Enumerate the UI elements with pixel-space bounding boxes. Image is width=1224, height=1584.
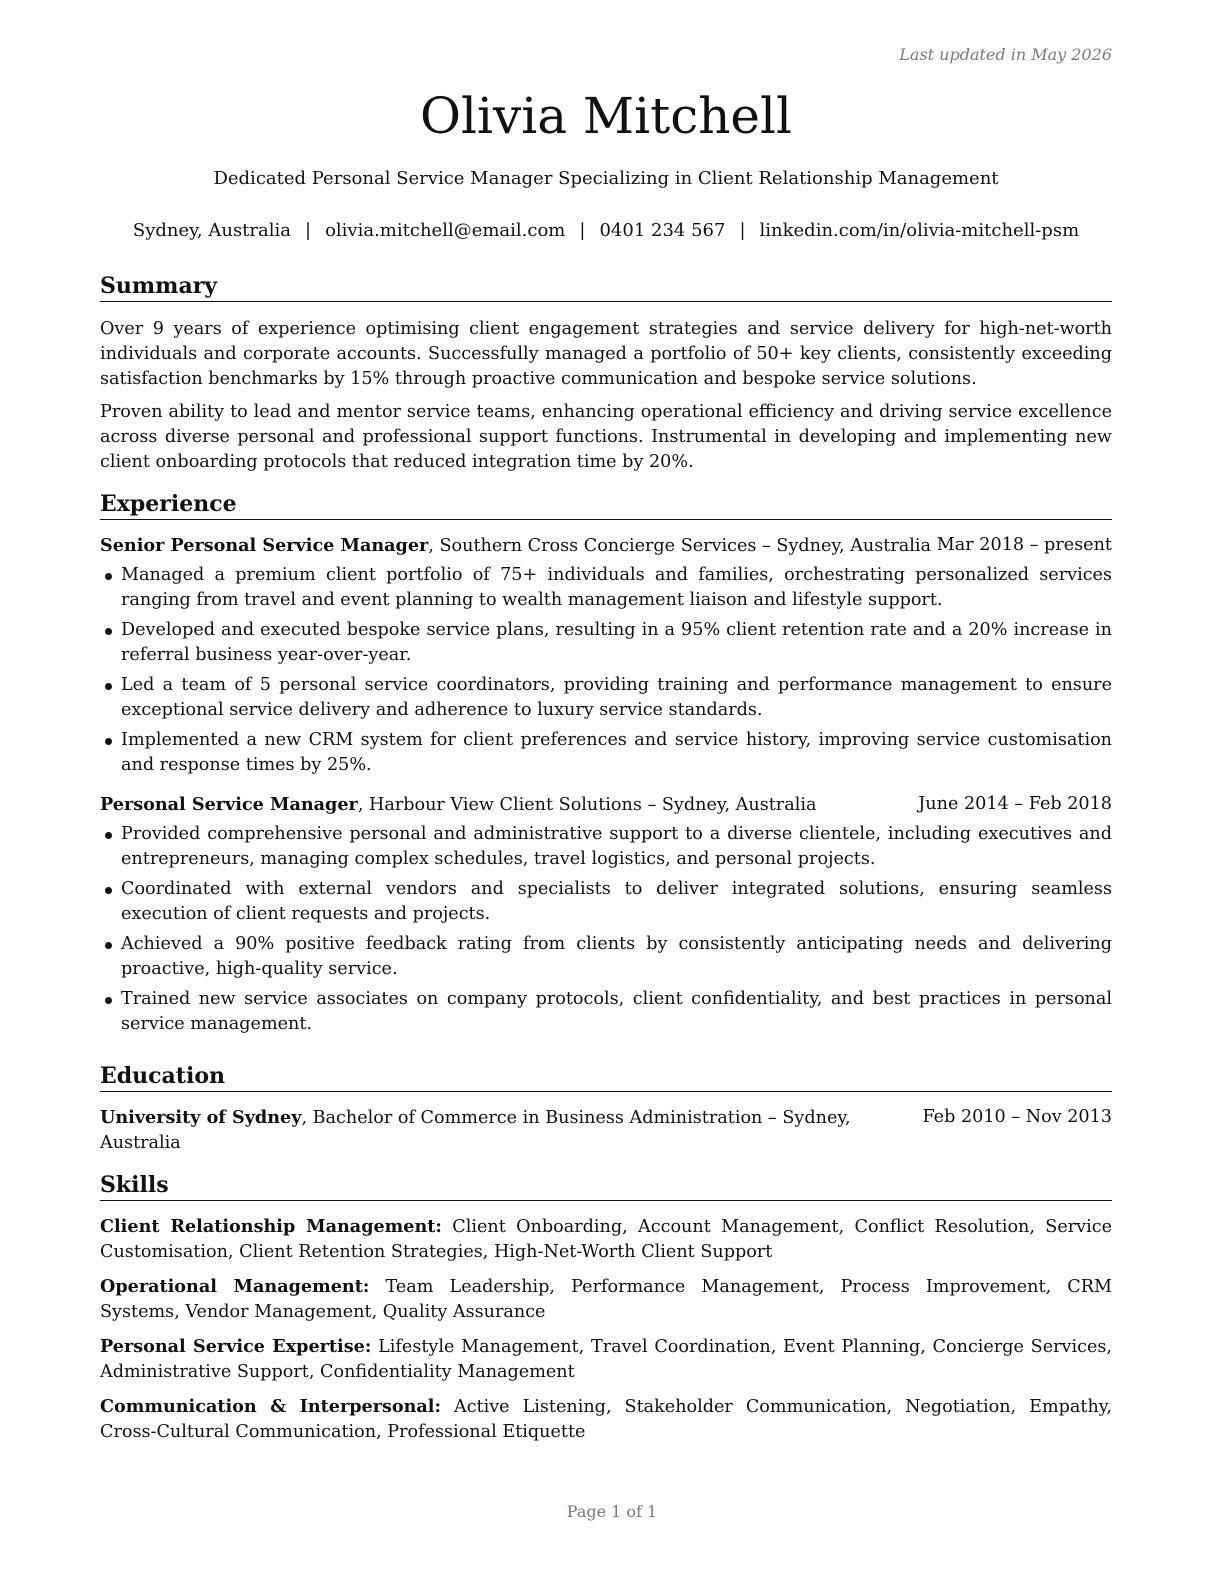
job-bullets — [100, 822, 1112, 1037]
job-header — [100, 792, 1112, 818]
contact-location: Sydney, Australia — [132, 220, 291, 241]
job-role: Senior Personal Service Manager — [100, 535, 429, 556]
skill-group-label: Operational Management: — [100, 1276, 370, 1297]
skill-group — [100, 1394, 1112, 1445]
summary-paragraph: Proven ability to lead and mentor service teams, enhancing operational efficiency and driving service excellence across diverse personal and professional support functions. Instrumental in developing and implementing new client onboarding protocols that reduced integration time by 20%. — [100, 402, 1112, 472]
contact-linkedin[interactable]: linkedin.com/in/olivia-mitchell-psm — [759, 220, 1080, 241]
job-bullet: Developed and executed bespoke service plans, resulting in a 95% client retention rate and a 20% increase in referral business year-over-year. — [100, 618, 1112, 668]
education-section — [100, 1062, 1112, 1156]
contact-line — [100, 220, 1112, 241]
contact-separator: | — [305, 220, 312, 241]
job-dates: Mar 2018 – present — [936, 535, 1112, 555]
candidate-name: Olivia Mitchell — [420, 87, 792, 145]
contact-phone: 0401 234 567 — [599, 220, 726, 241]
skill-group-items: Lifestyle Management, Travel Coordination, Event Planning, Concierge Services, Administrative Support, Confidentiality Management — [100, 1337, 1112, 1382]
job-header — [100, 533, 1112, 559]
skill-group-label: Personal Service Expertise: — [100, 1336, 372, 1357]
skill-group — [100, 1334, 1112, 1385]
job-bullets — [100, 563, 1112, 778]
summary-section — [100, 272, 1112, 475]
skill-group-label: Communication & Interpersonal: — [100, 1396, 441, 1417]
skill-group — [100, 1214, 1112, 1265]
section-title-summary: Summary — [100, 272, 1112, 302]
skill-group-label: Client Relationship Management: — [100, 1216, 442, 1237]
skill-group-items: Client Onboarding, Account Management, Conflict Resolution, Service Customisation, Client Retention Strategies, High-Net-Worth Client Support — [100, 1217, 1113, 1262]
job-dates: June 2014 – Feb 2018 — [918, 794, 1112, 814]
job-company: , Southern Cross Concierge Services – Sydney, Australia — [428, 536, 931, 556]
summary-paragraph: Over 9 years of experience optimising client engagement strategies and service delivery for high-net-worth individuals and corporate accounts. Successfully managed a portfolio of 50+ key clients, consistently exceeding satisfaction benchmarks by 15% through proactive communication and bespoke service solutions. — [100, 319, 1112, 389]
contact-separator: | — [579, 220, 586, 241]
job-entry — [100, 792, 1112, 1037]
education-dates: Feb 2010 – Nov 2013 — [922, 1107, 1112, 1127]
job-role: Personal Service Manager — [100, 794, 358, 815]
job-company: , Harbour View Client Solutions – Sydney, Australia — [357, 795, 817, 815]
skill-group-items: Team Leadership, Performance Management, Process Improvement, CRM Systems, Vendor Management, Quality Assurance — [100, 1277, 1113, 1322]
skill-group-items: Active Listening, Stakeholder Communication, Negotiation, Empathy, Cross-Cultural Communication, Professional Etiquette — [100, 1397, 1112, 1442]
skill-group — [100, 1274, 1112, 1325]
experience-section — [100, 490, 1112, 1042]
page-number: Page 1 of 1 — [566, 1502, 658, 1521]
job-bullet: Led a team of 5 personal service coordinators, providing training and performance management to ensure exceptional service delivery and adherence to luxury service standards. — [100, 673, 1112, 723]
job-bullet: Implemented a new CRM system for client preferences and service history, improving service customisation and response times by 25%. — [100, 728, 1112, 778]
job-bullet: Managed a premium client portfolio of 75+ individuals and families, orchestrating personalized services ranging from travel and event planning to wealth management liaison and lifestyle support. — [100, 563, 1112, 613]
job-entry — [100, 533, 1112, 778]
job-bullet: Achieved a 90% positive feedback rating from clients by consistently anticipating needs and delivering proactive, high-quality service. — [100, 932, 1112, 982]
contact-separator: | — [739, 220, 746, 241]
job-bullet: Provided comprehensive personal and administrative support to a diverse clientele, including executives and entrepreneurs, managing complex schedules, travel logistics, and personal projects. — [100, 822, 1112, 872]
education-detail: , Bachelor of Commerce in Business Administration – Sydney, Australia — [100, 1108, 851, 1153]
last-updated: Last updated in May 2026 — [899, 45, 1112, 64]
job-bullet: Coordinated with external vendors and specialists to deliver integrated solutions, ensuring seamless execution of client requests and projects. — [100, 877, 1112, 927]
job-bullet: Trained new service associates on company protocols, client confidentiality, and best practices in personal service management. — [100, 987, 1112, 1037]
section-title-experience: Experience — [100, 490, 1112, 520]
contact-email[interactable]: olivia.mitchell@email.com — [325, 220, 566, 241]
section-title-skills: Skills — [100, 1171, 1112, 1201]
education-entry — [100, 1105, 1112, 1156]
tagline: Dedicated Personal Service Manager Specializing in Client Relationship Management — [213, 168, 999, 189]
education-school: University of Sydney — [100, 1107, 302, 1128]
section-title-education: Education — [100, 1062, 1112, 1092]
skills-section — [100, 1171, 1112, 1454]
